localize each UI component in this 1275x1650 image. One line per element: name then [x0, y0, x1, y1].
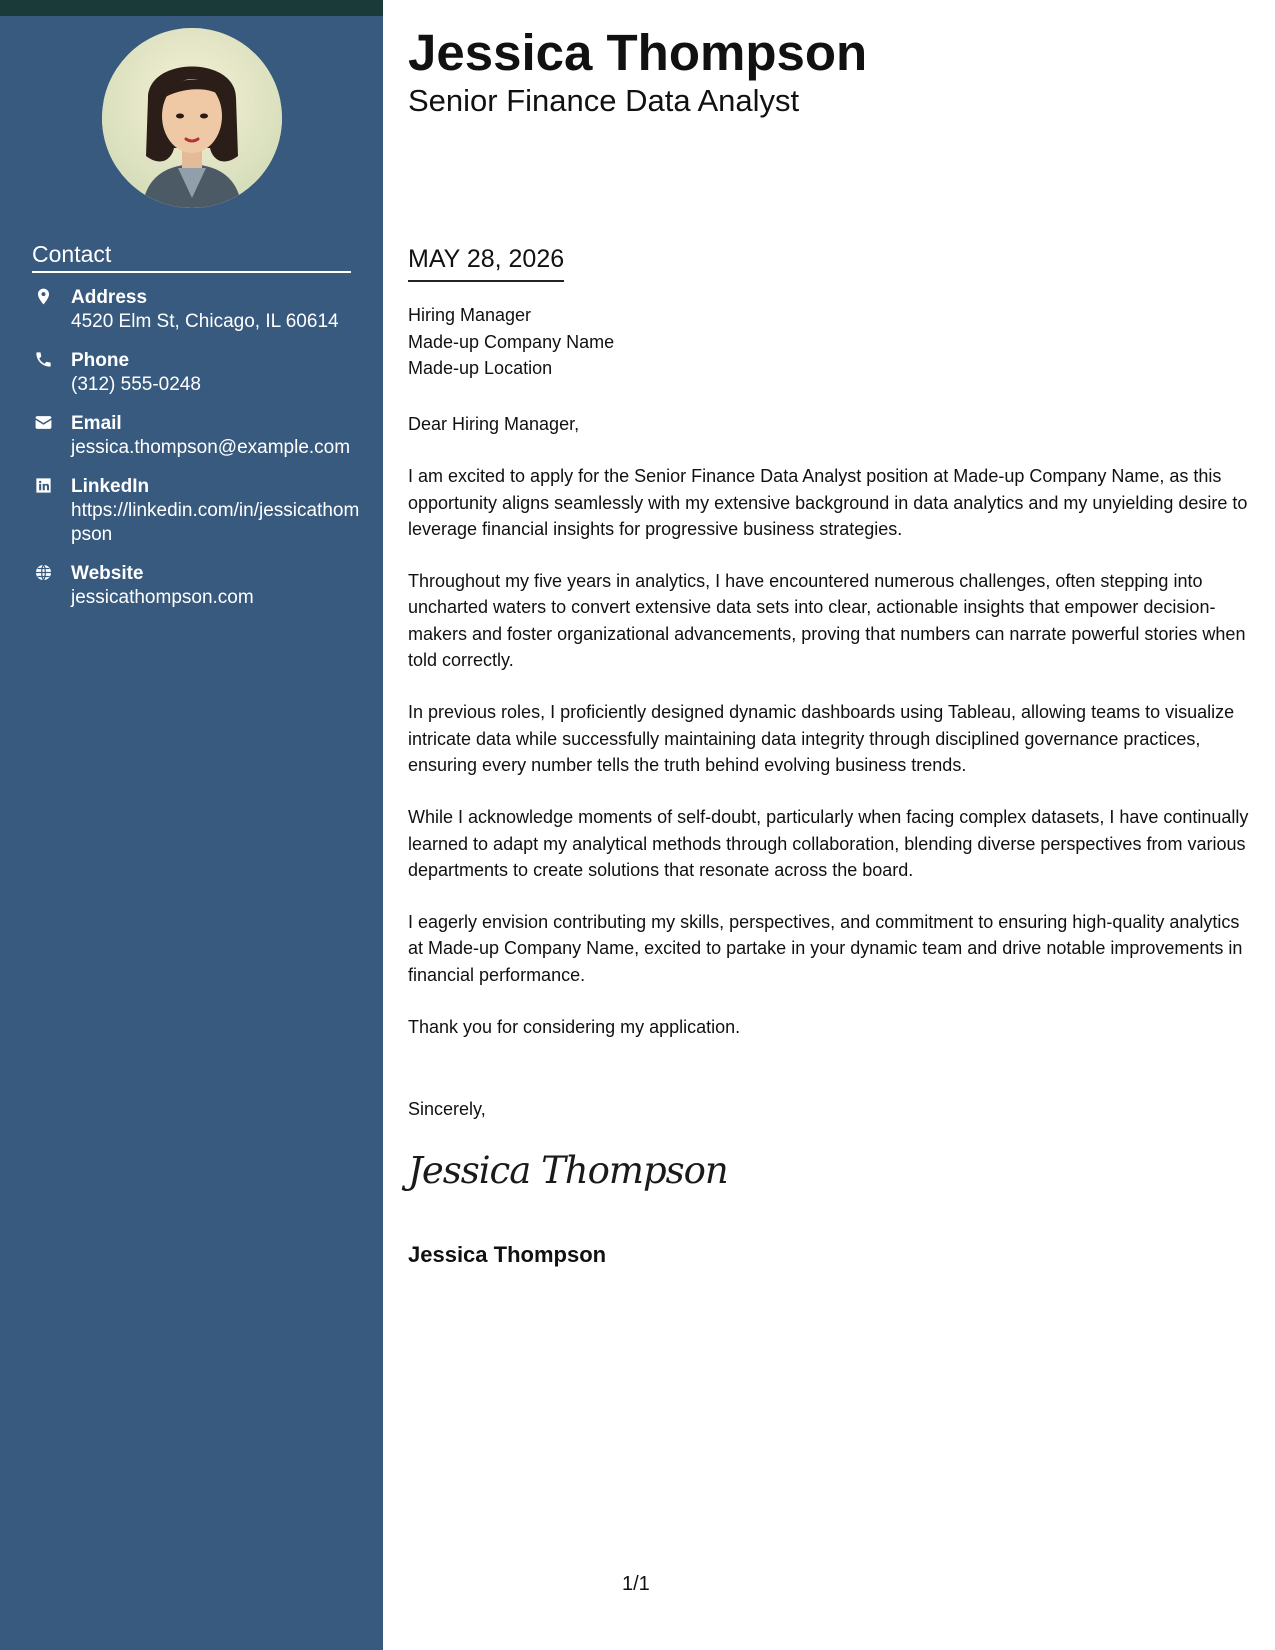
applicant-name: Jessica Thompson: [408, 24, 868, 81]
paragraph: I eagerly envision contributing my skills, perspectives, and commitment to ensuring high-quality analytics at Made-up Company Name, excited to partake in your dynamic team and drive notable improvements in financial performance.: [408, 912, 1243, 985]
contact-list: [32, 285, 362, 624]
letter-content: [408, 411, 1253, 1066]
contact-value-email: jessica.thompson@example.com: [71, 437, 351, 458]
contact-label-linkedin: LinkedIn: [71, 476, 150, 497]
contact-item-email: [32, 411, 362, 460]
job-title: Senior Finance Data Analyst: [408, 83, 800, 118]
globe-icon: [34, 563, 53, 582]
profile-photo-icon: [102, 28, 282, 208]
contact-value-phone: (312) 555-0248: [71, 374, 201, 395]
contact-value-address: 4520 Elm St, Chicago, IL 60614: [71, 311, 339, 332]
paragraph: While I acknowledge moments of self-doubt, particularly when facing complex datasets, I have continually learned to adapt my analytical methods through collaboration, blending diverse perspectives from various departments to create solutions that resonate across the board.: [408, 807, 1249, 880]
thanks-line: Thank you for considering my application.: [408, 1017, 741, 1038]
contact-item-linkedin: [32, 474, 362, 547]
paragraph: I am excited to apply for the Senior Finance Data Analyst position at Made-up Company Name, as this opportunity aligns seamlessly with my extensive background in data analytics and my unyielding desire to leverage financial insights for progressive business strategies.: [408, 466, 1248, 539]
salutation: Dear Hiring Manager,: [408, 414, 580, 434]
contact-item-website: [32, 561, 362, 610]
letter-date: MAY 28, 2026: [408, 243, 564, 282]
closing: Sincerely,: [408, 1099, 486, 1119]
contact-value-linkedin[interactable]: https://linkedin.com/in/jessicathompson: [71, 500, 360, 545]
page-number: 1/1: [622, 1573, 650, 1595]
contact-heading: Contact: [32, 240, 351, 273]
avatar: [102, 28, 282, 208]
phone-icon: [34, 350, 53, 369]
contact-label-website: Website: [71, 563, 144, 584]
sidebar-top-bar: [0, 0, 383, 16]
recipient-block: [408, 302, 614, 382]
contact-value-website[interactable]: jessicathompson.com: [71, 587, 254, 608]
signer-name: Jessica Thompson: [408, 1242, 607, 1267]
recipient-location: Made-up Location: [408, 358, 553, 378]
contact-label-phone: Phone: [71, 350, 130, 371]
contact-label-email: Email: [71, 413, 122, 434]
contact-label-address: Address: [71, 287, 148, 308]
envelope-icon: [34, 413, 53, 432]
contact-item-phone: [32, 348, 362, 397]
paragraph: Throughout my five years in analytics, I have encountered numerous challenges, often stepping into uncharted waters to convert extensive data sets into clear, actionable insights that empower decision-makers and foster organizational advancements, proving that numbers can narrate powerful stories when told correctly.: [408, 571, 1246, 671]
map-pin-icon: [34, 287, 53, 306]
linkedin-icon: [34, 476, 53, 495]
recipient-name: Hiring Manager: [408, 305, 532, 325]
sidebar: [0, 0, 383, 1650]
handwritten-signature: Jessica Thompson: [408, 1149, 728, 1192]
contact-item-address: [32, 285, 362, 334]
paragraph: In previous roles, I proficiently designed dynamic dashboards using Tableau, allowing teams to visualize intricate data while successfully maintaining data integrity through disciplined governance practices, ensuring every number tells the truth behind evolving business trends.: [408, 702, 1235, 775]
recipient-company: Made-up Company Name: [408, 331, 615, 352]
